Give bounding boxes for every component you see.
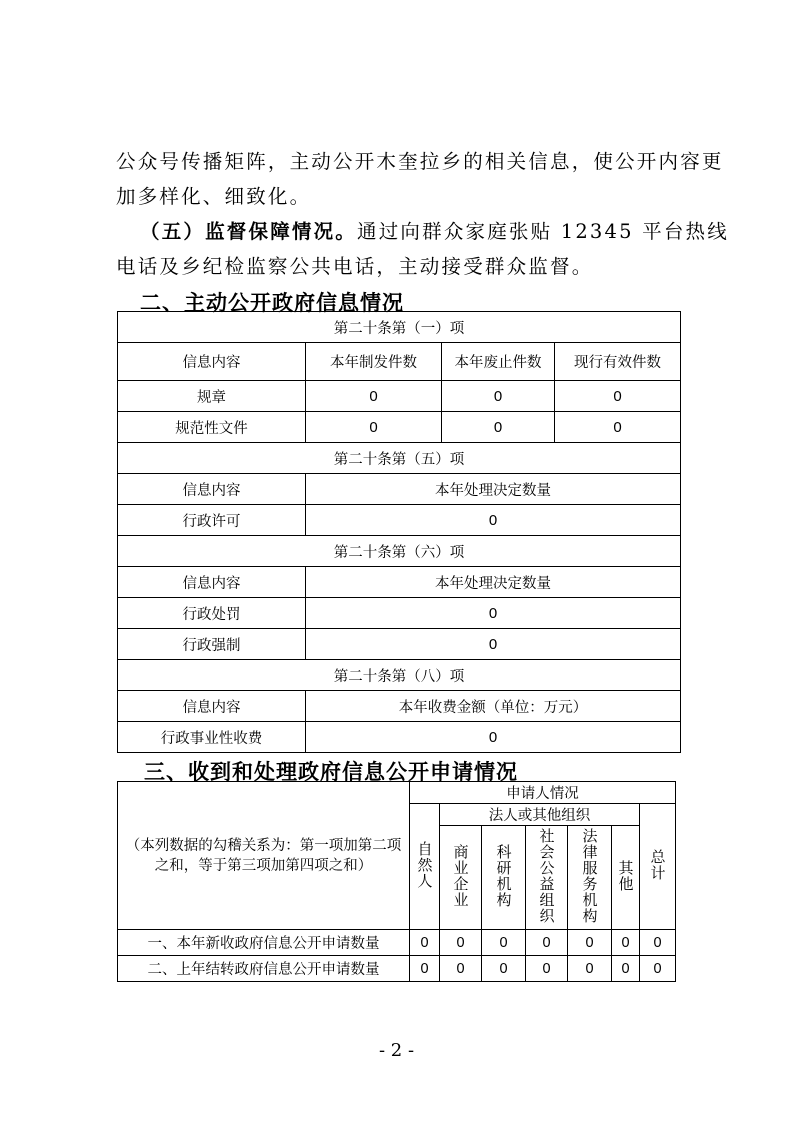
cell-value: 0 — [306, 412, 442, 443]
column-header: 信息内容 — [118, 567, 306, 598]
row-label: 二、上年结转政府信息公开申请数量 — [118, 956, 410, 982]
paragraph-line: 电话及乡纪检监察公共电话，主动接受群众监督。 — [116, 255, 594, 278]
column-header — [482, 826, 526, 930]
paragraph-line: 加多样化、细致化。 — [116, 185, 312, 208]
cell-value: 0 — [410, 930, 440, 956]
column-header-text: 总计 — [648, 848, 667, 881]
article-header: 第二十条第（六）项 — [118, 536, 681, 567]
column-header: 信息内容 — [118, 691, 306, 722]
row-label: 行政许可 — [118, 505, 306, 536]
cell-value: 0 — [410, 956, 440, 982]
column-header: 信息内容 — [118, 343, 306, 381]
column-header-text: 商业企业 — [451, 843, 470, 908]
column-header-text: 法律服务机构 — [580, 827, 599, 924]
application-table — [117, 781, 676, 982]
paragraph-line: 公众号传播矩阵，主动公开木奎拉乡的相关信息，使公开内容更 — [116, 150, 724, 173]
column-header-text: 科研机构 — [494, 843, 513, 908]
row-label: 行政事业性收费 — [118, 722, 306, 753]
cell-value: 0 — [482, 956, 526, 982]
cell-value: 0 — [640, 930, 676, 956]
relation-note: （本列数据的勾稽关系为：第一项加第二项之和，等于第三项加第四项之和） — [118, 782, 410, 930]
article-header: 第二十条第（五）项 — [118, 443, 681, 474]
row-label: 规章 — [118, 381, 306, 412]
cell-value: 0 — [555, 412, 681, 443]
column-group-header: 法人或其他组织 — [440, 804, 640, 826]
cell-value: 0 — [568, 930, 612, 956]
column-header — [568, 826, 612, 930]
cell-value: 0 — [526, 930, 568, 956]
cell-value: 0 — [568, 956, 612, 982]
cell-value: 0 — [306, 629, 681, 660]
section-heading: 二、主动公开政府信息情况 — [140, 291, 404, 315]
cell-value: 0 — [306, 722, 681, 753]
column-group-header: 申请人情况 — [410, 782, 676, 804]
row-label: 行政处罚 — [118, 598, 306, 629]
column-header: 本年处理决定数量 — [306, 567, 681, 598]
cell-value: 0 — [612, 956, 640, 982]
cell-value: 0 — [306, 505, 681, 536]
cell-value: 0 — [306, 381, 442, 412]
cell-value: 0 — [482, 930, 526, 956]
cell-value: 0 — [442, 412, 555, 443]
column-header: 本年废止件数 — [442, 343, 555, 381]
article-header: 第二十条第（一）项 — [118, 312, 681, 343]
column-header-text: 自然人 — [415, 840, 434, 889]
paragraph-text: 通过向群众家庭张贴 12345 平台热线 — [357, 220, 729, 243]
column-header: 本年处理决定数量 — [306, 474, 681, 505]
column-header-text: 其他 — [616, 859, 635, 892]
column-header: 本年收费金额（单位：万元） — [306, 691, 681, 722]
page-number: - 2 - — [378, 1040, 415, 1061]
cell-value: 0 — [442, 381, 555, 412]
cell-value: 0 — [306, 598, 681, 629]
cell-value: 0 — [555, 381, 681, 412]
column-header: 本年制发件数 — [306, 343, 442, 381]
column-header — [526, 826, 568, 930]
row-label: 规范性文件 — [118, 412, 306, 443]
column-header: 信息内容 — [118, 474, 306, 505]
column-header — [612, 826, 640, 930]
row-label: 一、本年新收政府信息公开申请数量 — [118, 930, 410, 956]
cell-value: 0 — [526, 956, 568, 982]
proactive-disclosure-table — [117, 311, 681, 753]
column-header — [640, 804, 676, 930]
cell-value: 0 — [440, 956, 482, 982]
column-header-text: 社会公益组织 — [537, 827, 556, 924]
column-header — [440, 826, 482, 930]
article-header: 第二十条第（八）项 — [118, 660, 681, 691]
section-heading: 三、收到和处理政府信息公开申请情况 — [144, 760, 518, 784]
cell-value: 0 — [612, 930, 640, 956]
cell-value: 0 — [640, 956, 676, 982]
column-header: 现行有效件数 — [555, 343, 681, 381]
paragraph-line — [140, 216, 729, 244]
section-label: （五）监督保障情况。 — [140, 220, 358, 243]
column-header — [410, 804, 440, 930]
cell-value: 0 — [440, 930, 482, 956]
row-label: 行政强制 — [118, 629, 306, 660]
